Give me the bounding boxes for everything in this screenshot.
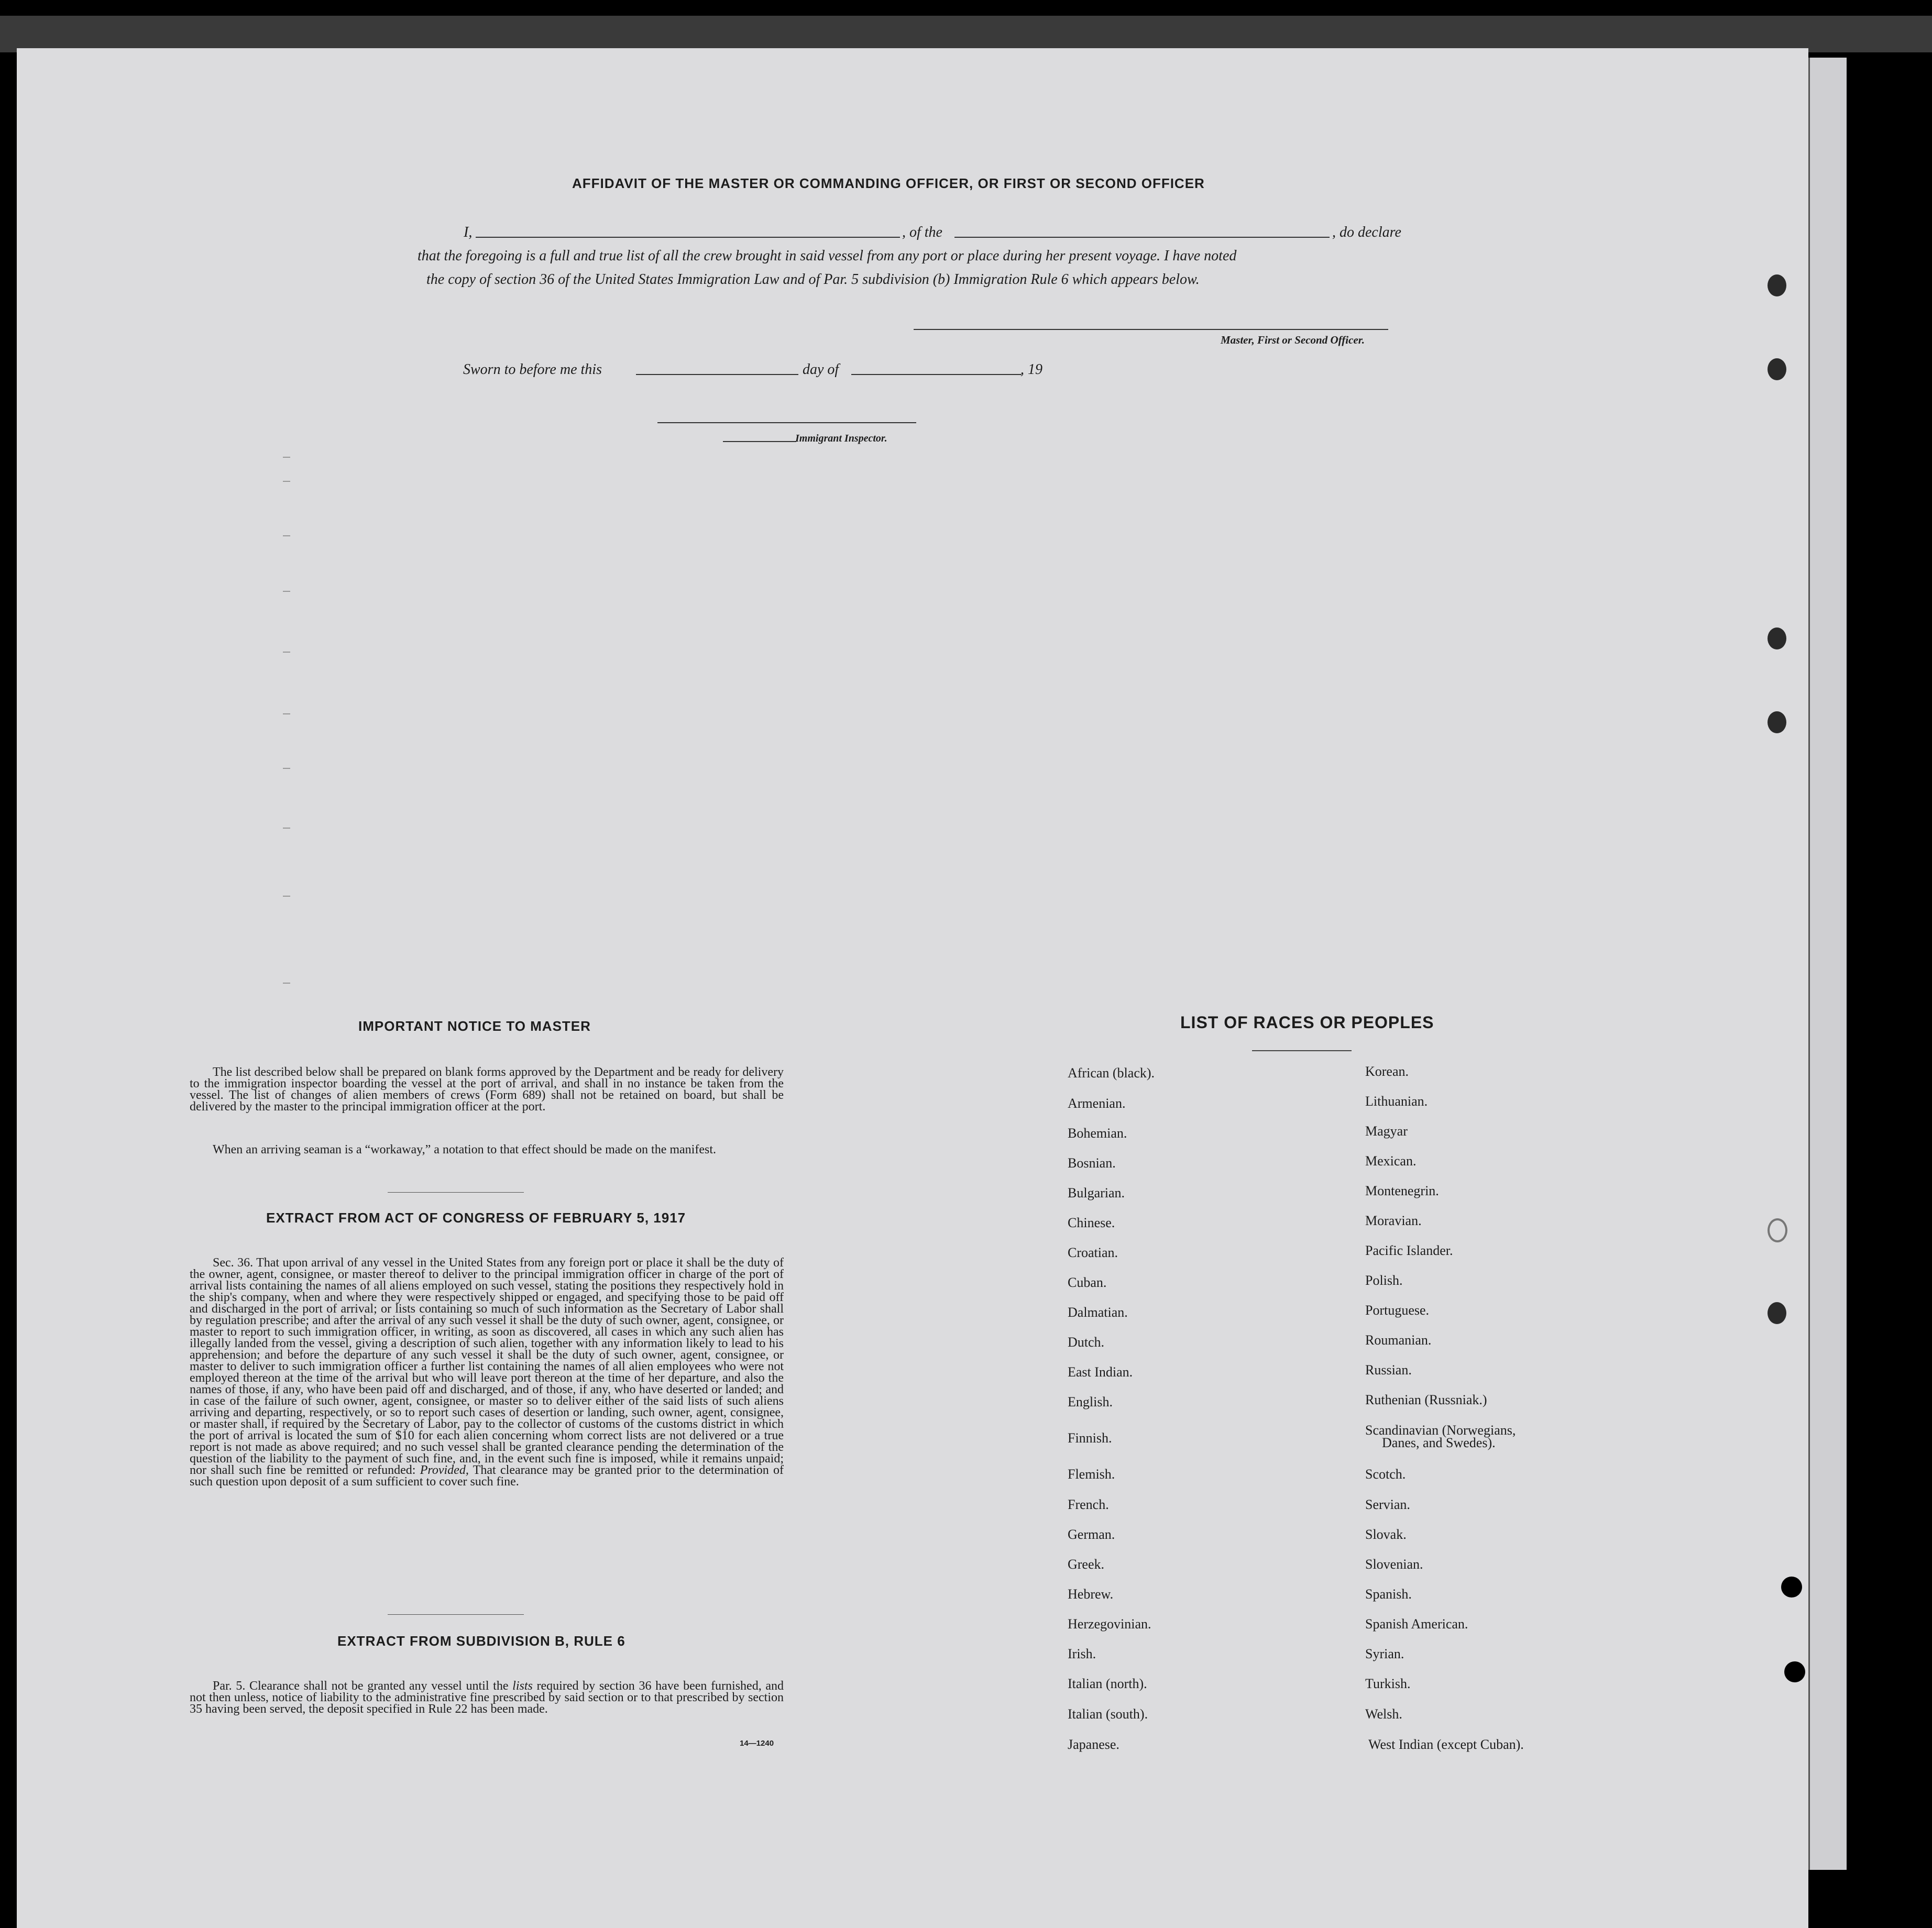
form-number: 14—1240 bbox=[740, 1739, 774, 1748]
section-divider bbox=[388, 1614, 524, 1615]
race-item: Syrian. bbox=[1365, 1646, 1404, 1661]
top-edge-strip bbox=[0, 16, 1932, 52]
margin-mark bbox=[283, 828, 290, 829]
race-item: Turkish. bbox=[1365, 1676, 1411, 1691]
races-title: LIST OF RACES OR PEOPLES bbox=[1180, 1013, 1434, 1032]
race-item: Lithuanian. bbox=[1365, 1094, 1428, 1109]
sworn-day-of: day of bbox=[803, 361, 839, 378]
margin-mark bbox=[283, 713, 290, 714]
punch-hole bbox=[1768, 358, 1786, 380]
margin-mark bbox=[283, 481, 290, 482]
race-item: African (black). bbox=[1068, 1065, 1155, 1081]
race-item: Dutch. bbox=[1068, 1335, 1105, 1350]
race-item: Moravian. bbox=[1365, 1213, 1422, 1228]
vessel-name-line bbox=[954, 237, 1330, 238]
race-item: Italian (south). bbox=[1068, 1706, 1148, 1722]
punch-hole bbox=[1768, 1218, 1787, 1242]
punch-hole bbox=[1784, 1661, 1805, 1682]
race-item: Polish. bbox=[1365, 1273, 1403, 1288]
race-item: Croatian. bbox=[1068, 1245, 1118, 1260]
race-item: Servian. bbox=[1365, 1497, 1410, 1512]
race-item: Ruthenian (Russniak.) bbox=[1365, 1392, 1487, 1407]
declare-text: , do declare bbox=[1332, 224, 1401, 240]
race-item: Finnish. bbox=[1068, 1430, 1112, 1446]
race-item: Herzegovinian. bbox=[1068, 1616, 1151, 1632]
race-item: Bulgarian. bbox=[1068, 1185, 1125, 1200]
race-item: Cuban. bbox=[1068, 1275, 1107, 1290]
race-item: Montenegrin. bbox=[1365, 1183, 1439, 1198]
race-item: Bosnian. bbox=[1068, 1155, 1116, 1171]
race-item: Armenian. bbox=[1068, 1096, 1126, 1111]
race-item: Danes, and Swedes). bbox=[1382, 1435, 1496, 1450]
extract-act-text bbox=[190, 1257, 784, 1488]
margin-mark bbox=[283, 457, 290, 458]
section-body: That upon arrival of any vessel in the United States from any foreign port or place it shall be the duty of the owner, agent, consignee, or master thereof to deliver to the principal immigration officer in charge of the port of arrival lists containing the names of all aliens employed on such vessel, stating the positions they respectively hold in the ship's company, when and where they were respectively shipped or engaged, and specifying those to be paid off and discharged in the port of arrival; or lists containing so much of such information as the Secretary of Labor shall by regulation prescribe; and after the arrival of any such vessel it shall be the duty of such owner, agent, consignee, or master to report to such immigration officer, in writing, as soon as discovered, all cases in which any such alien has illegally landed from the vessel, giving a description of such alien, together with any information likely to lead to his apprehension; and before the departure of any such vessel it shall be the duty of such owner, agent, consignee, or master to deliver to such immigration officer a further list containing the names of all alien employees who were not employed thereon at the time of the arrival but who will leave port thereon at the time of her departure, and also the names of those, if any, who have been paid off and discharged, and of those, if any, who have deserted or landed; and in case of the failure of such owner, agent, consignee, or master so to deliver either of the said lists of such aliens arriving and departing, respectively, or so to report such cases of desertion or landing, such owner, agent, consignee, or master shall, if required by the Secretary of Labor, pay to the collector of customs of the customs district in which the port of arrival is located the sum of $10 for each alien concerning whom correct lists are not delivered or a true report is not made as above required; and no such vessel shall be granted clearance pending the determination of the question of the liability to the payment of such fine, and, in the event such fine is imposed, while it remains unpaid; nor shall such fine be remitted or refunded: bbox=[190, 1256, 784, 1477]
sworn-day-line bbox=[636, 374, 798, 375]
section-divider bbox=[388, 1192, 524, 1193]
sworn-month-line bbox=[851, 374, 1022, 375]
punch-hole bbox=[1768, 627, 1786, 649]
extract-rule-text bbox=[190, 1680, 784, 1715]
race-item: Russian. bbox=[1365, 1362, 1412, 1378]
rule-text-b: required by section 36 have been furnished, and not then unless, notice of liability to the administrative fine prescribed by said section or to that prescribed by section 35 having been served, the deposit specified in Rule 22 has been made. bbox=[190, 1679, 784, 1716]
margin-mark bbox=[283, 768, 290, 769]
race-item: Greek. bbox=[1068, 1557, 1105, 1572]
inspector-label-rule bbox=[723, 441, 796, 442]
race-item: Dalmatian. bbox=[1068, 1305, 1128, 1320]
rule-text-a: Par. 5. Clearance shall not be granted any vessel until the bbox=[213, 1679, 509, 1693]
notice-title: IMPORTANT NOTICE TO MASTER bbox=[358, 1018, 591, 1034]
race-item: Pacific Islander. bbox=[1365, 1243, 1453, 1258]
vessel-prefix: , of the bbox=[902, 224, 942, 240]
declaration-line-3: the copy of section 36 of the United States Immigration Law and of Par. 5 subdivision (b) Immigration Rule 6 which appears below. bbox=[426, 271, 1200, 288]
race-item: Irish. bbox=[1068, 1646, 1096, 1661]
race-item: Welsh. bbox=[1365, 1706, 1402, 1722]
race-item: Roumanian. bbox=[1365, 1332, 1432, 1348]
race-item: Spanish American. bbox=[1365, 1616, 1468, 1632]
race-item: Hebrew. bbox=[1068, 1587, 1114, 1602]
margin-mark bbox=[283, 591, 290, 592]
race-item: English. bbox=[1068, 1394, 1113, 1409]
sheet-edge bbox=[1808, 58, 1847, 1870]
signature-label: Master, First or Second Officer. bbox=[1221, 334, 1365, 346]
provided-word: Provided, bbox=[420, 1463, 469, 1477]
race-item: Flemish. bbox=[1068, 1467, 1115, 1482]
inspector-signature-line bbox=[657, 422, 916, 423]
race-item: Spanish. bbox=[1365, 1587, 1412, 1602]
document-sheet bbox=[17, 48, 1808, 1928]
race-item: Korean. bbox=[1365, 1064, 1409, 1079]
notice-paragraph-2: When an arriving seaman is a “workaway,” a notation to that effect should be made on the manifest. bbox=[213, 1143, 716, 1156]
race-item: French. bbox=[1068, 1497, 1109, 1512]
punch-hole bbox=[1768, 711, 1786, 733]
race-item: Slovenian. bbox=[1365, 1557, 1423, 1572]
sworn-text: Sworn to before me this bbox=[463, 361, 602, 378]
lists-word: lists bbox=[512, 1679, 533, 1693]
sworn-year: , 19 bbox=[1020, 361, 1042, 378]
race-item: German. bbox=[1068, 1527, 1115, 1542]
margin-mark bbox=[283, 896, 290, 897]
race-item: Chinese. bbox=[1068, 1215, 1115, 1230]
race-item: East Indian. bbox=[1068, 1364, 1133, 1380]
punch-hole bbox=[1768, 274, 1786, 296]
declarant-prefix: I, bbox=[464, 224, 473, 240]
race-item: Bohemian. bbox=[1068, 1126, 1127, 1141]
margin-mark bbox=[283, 652, 290, 653]
race-item: Scandinavian (Norwegians, bbox=[1365, 1423, 1516, 1438]
race-item: Italian (north). bbox=[1068, 1676, 1147, 1691]
race-item: Slovak. bbox=[1365, 1527, 1407, 1542]
declaration-line-2: that the foregoing is a full and true list of all the crew brought in said vessel from any port or place during her present voyage. I have noted bbox=[418, 248, 1237, 264]
race-item: Magyar bbox=[1365, 1123, 1408, 1139]
notice-paragraph-1: The list described below shall be prepared on blank forms approved by the Department and be ready for delivery to the immigration inspector boarding the vessel at the port of arrival, and shall in no instance be taken from the vessel. The list of changes of alien members of crews (Form 689) shall not be retained on board, but shall be delivered by the master to the principal immigration officer at the port. bbox=[190, 1065, 784, 1114]
punch-hole bbox=[1781, 1577, 1802, 1598]
race-item: Mexican. bbox=[1365, 1153, 1417, 1169]
signature-line bbox=[914, 329, 1388, 330]
race-item: Japanese. bbox=[1068, 1737, 1119, 1752]
races-title-rule bbox=[1252, 1050, 1352, 1051]
section-body-end: That clearance may be granted prior to the determination of such question upon deposit of a sum sufficient to cover such fine. bbox=[190, 1463, 784, 1489]
inspector-label: Immigrant Inspector. bbox=[795, 433, 887, 444]
race-item: Portuguese. bbox=[1365, 1303, 1430, 1318]
section-label: Sec. 36. bbox=[213, 1256, 254, 1270]
extract-act-title: EXTRACT FROM ACT OF CONGRESS OF FEBRUARY 5, 1917 bbox=[266, 1210, 686, 1226]
declarant-name-line bbox=[476, 237, 900, 238]
margin-mark bbox=[283, 535, 290, 536]
race-item: Scotch. bbox=[1365, 1467, 1406, 1482]
margin-mark bbox=[283, 983, 290, 984]
affidavit-title: AFFIDAVIT OF THE MASTER OR COMMANDING OFFICER, OR FIRST OR SECOND OFFICER bbox=[572, 175, 1205, 191]
extract-rule-title: EXTRACT FROM SUBDIVISION B, RULE 6 bbox=[337, 1633, 625, 1649]
punch-hole bbox=[1768, 1302, 1786, 1324]
race-item: West Indian (except Cuban). bbox=[1368, 1737, 1524, 1752]
